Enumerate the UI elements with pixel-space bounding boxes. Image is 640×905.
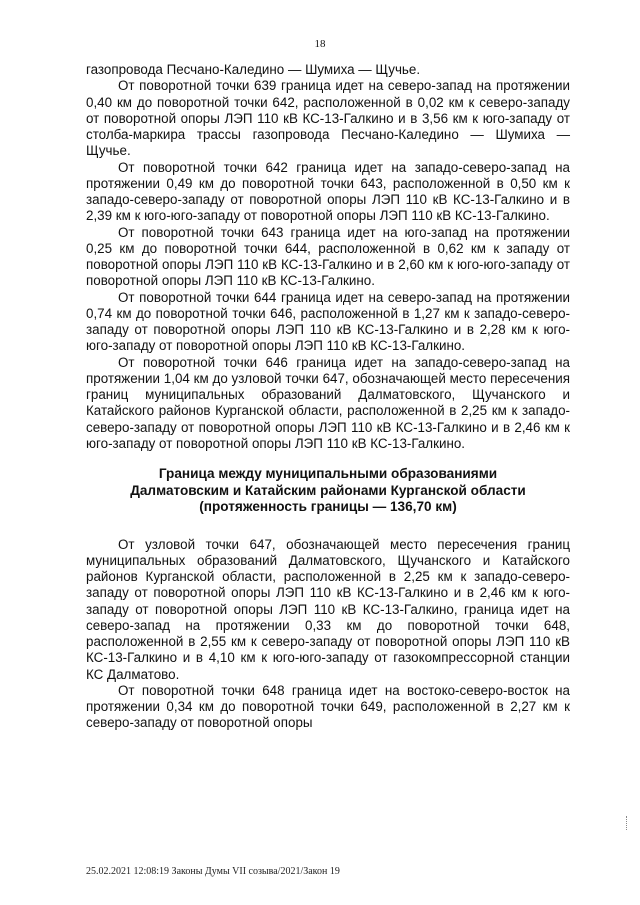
- paragraph-point-642: От поворотной точки 642 граница идет на западо-северо-запад на протяжении 0,49 км до поворотной точки 643, расположенной в 0,50 км к западо-северо-западу от поворотной опоры ЛЭП 110 кВ КС-13-Галкино и в 2,39 км к юго-юго-западу от поворотной опоры ЛЭП 110 кВ КС-13-Галкино.: [86, 159, 570, 224]
- heading-line-3: (протяженность границы — 136,70 км): [199, 499, 457, 514]
- paragraph-point-647: От узловой точки 647, обозначающей место пересечения границ муниципальных образований Далматовского, Щучанского и Катайского районов Курганской области, расположенной в 2,25 км к западо-северо-западу от поворотной опоры ЛЭП 110 кВ КС-13-Галкино и в 2,46 км к юго-западу от поворотной опоры ЛЭП 110 кВ КС-13-Галкино, граница идет на северо-запад на протяжении 0,33 км до поворотной точки 648, расположенной в 2,55 км к северо-западу от поворотной опоры ЛЭП 110 кВ КС-13-Галкино и в 4,10 км к юго-юго-западу от газокомпрессорной станции КС Далматово.: [86, 536, 570, 682]
- paragraph-point-646: От поворотной точки 646 граница идет на западо-северо-запад на протяжении 1,04 км до узловой точки 647, обозначающей место пересечения границ муниципальных образований Далматовского, Щучанского и Катайского районов Курганской области, расположенной в 2,25 км к западо-северо-западу от поворотной опоры ЛЭП 110 кВ КС-13-Галкино и в 2,46 км к юго-западу от поворотной опоры ЛЭП 110 кВ КС-13-Галкино.: [86, 354, 570, 451]
- paragraph-point-643: От поворотной точки 643 граница идет на юго-запад на протяжении 0,25 км до поворотной точки 644, расположенной в 0,62 км к западу от поворотной опоры ЛЭП 110 кВ КС-13-Галкино и в 2,60 км к юго-юго-западу от поворотной опоры ЛЭП 110 кВ КС-13-Галкино.: [86, 224, 570, 289]
- paragraph-point-648: От поворотной точки 648 граница идет на востоко-северо-восток на протяжении 0,34 км до поворотной точки 649, расположенной в 2,27 км к северо-западу от поворотной опоры: [86, 682, 570, 731]
- margin-mark: [626, 816, 630, 830]
- section-heading: [86, 466, 570, 516]
- page-footer: 25.02.2021 12:08:19 Законы Думы VII созыва/2021/Закон 19: [86, 866, 340, 877]
- document-body: [86, 62, 570, 732]
- heading-line-2: Далматовским и Катайским районами Курганской области: [130, 482, 526, 498]
- paragraph-continuation: газопровода Песчано-Каледино — Шумиха — Щучье.: [86, 62, 421, 77]
- heading-line-1: Граница между муниципальными образованиями: [158, 466, 498, 481]
- page-number: 18: [314, 38, 326, 50]
- paragraph-point-644: От поворотной точки 644 граница идет на северо-запад на протяжении 0,74 км до поворотной точки 646, расположенной в 1,27 км к западо-северо-западу от поворотной опоры ЛЭП 110 кВ КС-13-Галкино и в 2,28 км к юго-юго-западу от поворотной опоры ЛЭП 110 кВ КС-13-Галкино.: [86, 289, 570, 354]
- paragraph-point-639: От поворотной точки 639 граница идет на северо-запад на протяжении 0,40 км до поворотной точки 642, расположенной в 0,02 км к северо-западу от поворотной опоры ЛЭП 110 кВ КС-13-Галкино и в 3,56 км к юго-западу от столба-маркира трассы газопровода Песчано-Каледино — Шумиха — Щучье.: [86, 78, 570, 159]
